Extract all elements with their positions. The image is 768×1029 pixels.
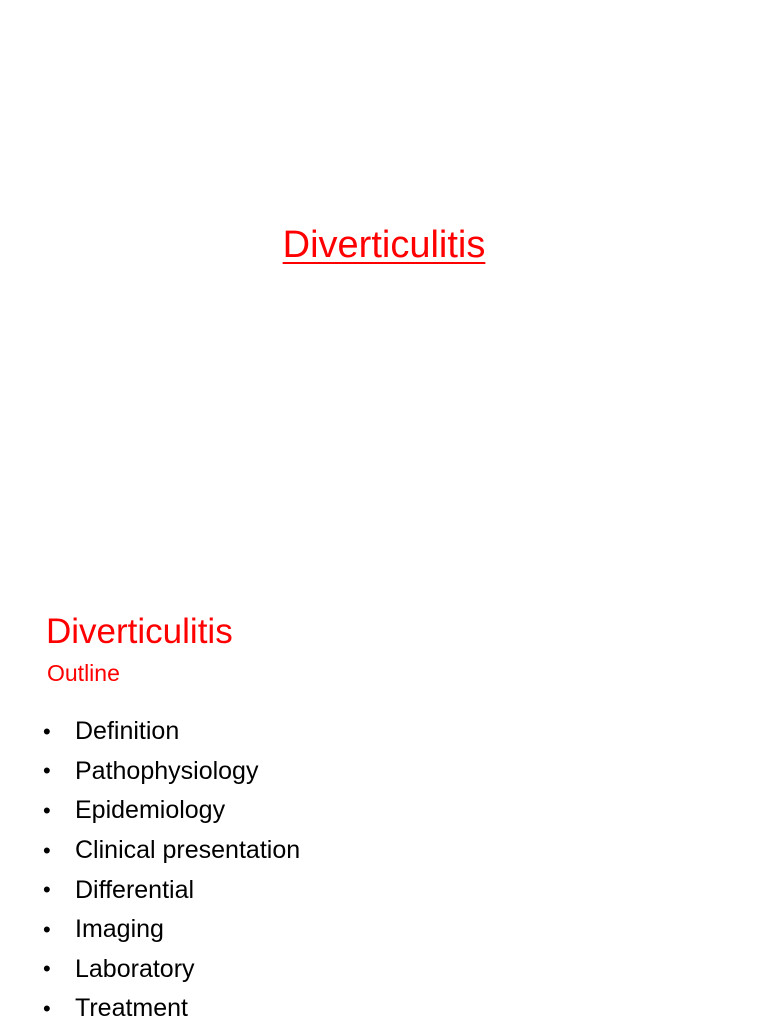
outline-slide-subtitle: Outline xyxy=(47,660,120,686)
bullet-icon: • xyxy=(43,877,51,903)
slide-title: Diverticulitis xyxy=(282,224,486,266)
list-item xyxy=(43,950,300,990)
bullet-icon: • xyxy=(43,718,51,744)
bullet-text: Pathophysiology xyxy=(75,756,259,785)
bullet-text: Laboratory xyxy=(75,954,195,983)
bullet-icon: • xyxy=(43,995,51,1021)
bullet-icon: • xyxy=(43,758,51,784)
list-item xyxy=(43,791,300,831)
bullet-text: Imaging xyxy=(75,915,164,944)
bullet-text: Differential xyxy=(75,875,195,904)
outline-slide xyxy=(0,576,768,1024)
bullet-text: Epidemiology xyxy=(75,796,226,825)
list-item xyxy=(43,989,300,1029)
bullet-text: Clinical presentation xyxy=(75,836,301,865)
bullet-icon: • xyxy=(43,956,51,982)
outline-bullet-list xyxy=(43,712,300,1029)
bullet-text: Treatment xyxy=(75,994,189,1023)
bullet-text: Definition xyxy=(75,717,180,746)
bullet-icon: • xyxy=(43,797,51,823)
outline-slide-title: Diverticulitis xyxy=(46,612,233,651)
list-item xyxy=(43,831,300,871)
bullet-icon: • xyxy=(43,916,51,942)
list-item xyxy=(43,870,300,910)
list-item xyxy=(43,752,300,792)
list-item xyxy=(43,910,300,950)
list-item xyxy=(43,712,300,752)
bullet-icon: • xyxy=(43,837,51,863)
